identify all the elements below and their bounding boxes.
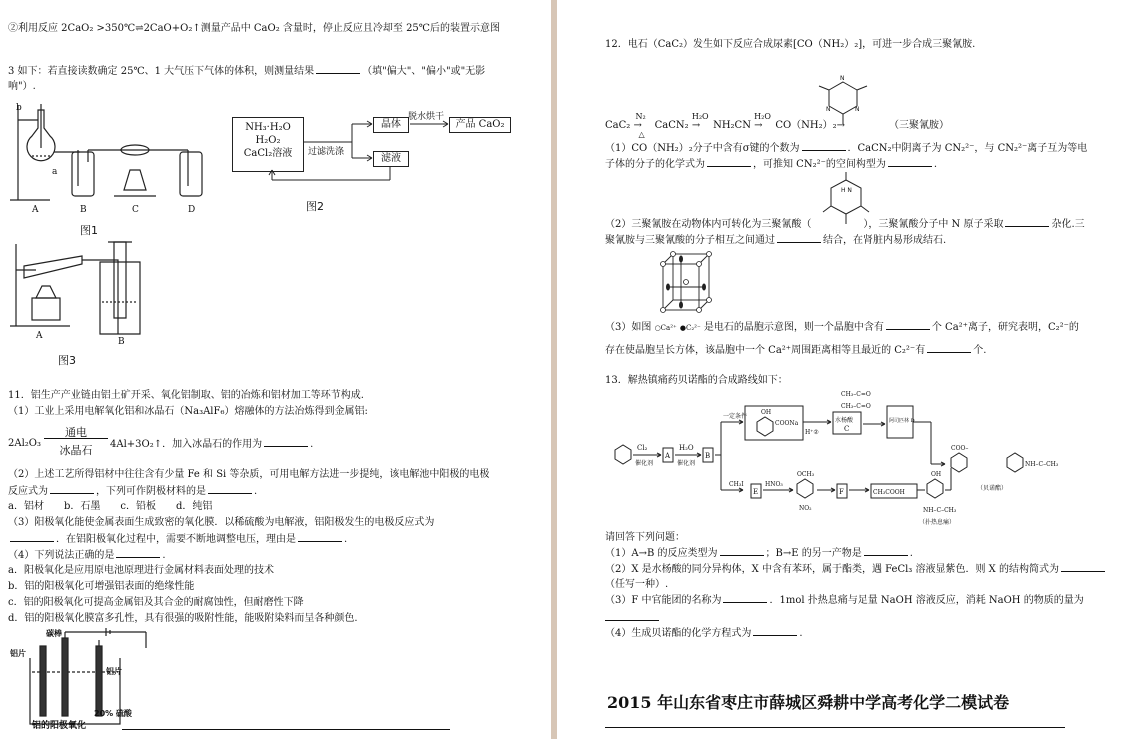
fig2-crystal-box: 晶体 xyxy=(373,117,409,133)
fig2-reagent-3: CaCl₂溶液 xyxy=(243,148,293,159)
anodizing-al-right-label: 铝片 xyxy=(106,667,122,676)
q11-part4-line: （4）下列说法正确的是 . xyxy=(8,550,166,561)
q12-delta-label: △ xyxy=(638,130,645,139)
answer-blank[interactable] xyxy=(707,157,751,167)
q10-part3-text-a: 3 如下：若直接读数确定 25℃、1 大气压下气体的体积，则测量结果 xyxy=(8,66,315,77)
figure1-apparatus xyxy=(10,100,220,220)
figure2-label: 图2 xyxy=(306,200,324,213)
q12-part2-text-e: 结合，在肾脏内易形成结石. xyxy=(823,235,947,246)
q11-eq-arrow-line xyxy=(44,438,108,439)
answer-blank[interactable] xyxy=(886,320,930,330)
answer-line[interactable] xyxy=(605,620,659,621)
scheme-oh-2: OH xyxy=(931,471,942,478)
cac2-unit-cell xyxy=(657,250,715,316)
q11-part3-line2: ．在铝阳极氧化过程中，需要不断地调整电压，理由是 . xyxy=(8,532,347,546)
answer-blank[interactable] xyxy=(50,484,94,494)
legend-ca-text: Ca²⁺ xyxy=(660,324,677,332)
scheme-hplus: H⁺② xyxy=(805,429,819,436)
answer-blank[interactable] xyxy=(208,484,252,494)
svg-text:N: N xyxy=(855,106,860,113)
scheme-coona: COONa xyxy=(775,420,799,427)
q13-part4: （4）生成贝诺酯的化学方程式为 . xyxy=(605,628,803,639)
q12-part1-line2: 子体的分子的化学式为 ，可推知 CN₂²⁻的空间构型为 . xyxy=(605,159,938,170)
q13-part1: （1）A→B 的反应类型为 ；B→E 的另一产物是 . xyxy=(605,548,913,559)
q11-part1-text: （1）工业上采用电解氧化铝和冰晶石（Na₃AlF₆）熔融体的方法冶炼得到金属铝: xyxy=(8,406,368,417)
q12-part2-text-d: 聚氰胺与三聚氰酸的分子相互之间通过 xyxy=(605,235,775,246)
anodizing-al-left-label: 铝片 xyxy=(10,649,26,658)
scheme-cond1: 一定条件 xyxy=(723,413,748,420)
scheme-oh-1: OH xyxy=(761,409,772,416)
q12-melamine-label: （三聚氰胺） xyxy=(889,120,949,131)
q11-option-c: c．铝的阳极氧化可提高金属铝及其合金的耐腐蚀性，但耐磨性下降 xyxy=(8,597,304,608)
q11-part3-line1: （3）阳极氧化能使金属表面生成致密的氧化膜．以稀硫酸为电解液，铝阳极发生的电极反应式为 xyxy=(8,517,435,528)
scheme-no2: NO₂ xyxy=(799,505,812,512)
q12-route-cacn2: CaCN₂ xyxy=(654,120,689,131)
q12-n2-label: N₂ xyxy=(635,112,646,121)
q12-route-urea: CO（NH₂）₂→ xyxy=(775,120,846,131)
scheme-e: E xyxy=(753,488,759,496)
q11-part2-text-c: ，下列可作阴极材料的是 xyxy=(96,486,206,497)
answer-blank[interactable] xyxy=(864,546,908,556)
fig2-dry-label: 脱水烘干 xyxy=(408,112,445,122)
legend-c2: ●C₂²⁻ xyxy=(679,324,701,332)
q12-part3-text-b: 是电石的晶胞示意图，则一个晶胞中含有 xyxy=(703,322,884,333)
q13-part2-line1 xyxy=(605,562,1107,576)
q10-part3-line1 xyxy=(8,64,485,78)
answer-blank[interactable] xyxy=(298,532,342,542)
q11-stem: 11．铝生产产业链由铝土矿开采、氧化铝制取、铝的冶炼和铝材加工等环节构成. xyxy=(8,390,364,401)
fig2-product-box: 产品 CaO₂ xyxy=(449,117,511,133)
fig1-letter-C: C xyxy=(132,205,139,215)
q11-option-b: b．铝的阳极氧化可增强铝表面的绝缘性能 xyxy=(8,581,195,592)
fig1-letter-B: B xyxy=(80,205,87,215)
scheme-salicylic: 水杨酸 xyxy=(835,417,854,424)
q10-part3-line2: 响"）. xyxy=(8,81,36,92)
answer-blank[interactable] xyxy=(927,343,971,353)
q11-part4-text: （4）下列说法正确的是 xyxy=(8,550,115,561)
anodizing-carbon-label: 碳棒 xyxy=(46,629,62,638)
q13-part4-text: （4）生成贝诺酯的化学方程式为 xyxy=(605,628,752,639)
q13-part2-line2: （任写一种）. xyxy=(605,579,669,590)
scheme-c: C xyxy=(844,425,850,433)
answer-blank[interactable] xyxy=(723,593,767,603)
svg-text:N: N xyxy=(840,75,845,82)
anodizing-figure xyxy=(10,628,170,728)
fig3-letter-B: B xyxy=(118,337,125,347)
scheme-b: B xyxy=(705,452,711,460)
q11-part2-text-b: 反应式为 xyxy=(8,486,48,497)
svg-text:H N: H N xyxy=(841,187,852,194)
q12-part1-line1 xyxy=(605,141,1087,155)
q12-arrow-h2o-2: H₂O → xyxy=(754,112,771,131)
scheme-nh-1: NH–C–CH₃ xyxy=(1025,461,1059,468)
scheme-cat-2: 催化剂 xyxy=(677,460,696,467)
q12-part3-line2 xyxy=(605,343,986,357)
q11-eq-left: 2Al₂O₃ xyxy=(8,438,41,449)
q12-part2-line2 xyxy=(605,233,946,247)
fig2-filtrate-box: 滤液 xyxy=(373,151,409,167)
answer-blank[interactable] xyxy=(264,437,308,447)
q12-part1-text-d: ，可推知 CN₂²⁻的空间构型为 xyxy=(753,159,886,170)
left-page xyxy=(0,0,551,739)
legend-ca: ○Ca²⁺ xyxy=(654,324,677,332)
q12-part3-text-c: 个 Ca²⁺离子，研究表明，C₂²⁻的 xyxy=(931,322,1079,333)
q13-part2-text-a: （2）X 是水杨酸的同分异构体，X 中含有苯环，属于酯类，遇 FeCl₃ 溶液显紫色．则 X 的结构简式为 xyxy=(605,564,1059,575)
q11-eq-right-text: 4Al+3O₂↑．加入冰晶石的作用为 xyxy=(110,439,263,450)
scheme-coo: COO– xyxy=(951,445,969,452)
q12-route xyxy=(605,112,846,139)
q11-eq-right: 4Al+3O₂↑．加入冰晶石的作用为 . xyxy=(110,439,314,450)
scheme-anhydride-bottom: CH₃–C=O xyxy=(841,403,871,410)
q11-part3-text-b: ．在铝阳极氧化过程中，需要不断地调整电压，理由是 xyxy=(56,534,296,545)
scheme-och3: OCH₃ xyxy=(797,471,815,478)
q12-stem: 12．电石（CaC₂）发生如下反应合成尿素[CO（NH₂）₂]，可进一步合成三聚氰胺. xyxy=(605,39,976,50)
answer-blank[interactable] xyxy=(10,532,54,542)
q12-part2-text-c: 杂化.三 xyxy=(1051,219,1085,230)
answer-line[interactable] xyxy=(122,729,450,730)
answer-blank[interactable] xyxy=(316,64,360,74)
q12-part1-text-c: 子体的分子的化学式为 xyxy=(605,159,705,170)
answer-blank[interactable] xyxy=(1005,217,1049,227)
fig2-reagent-2: H₂O₂ xyxy=(255,135,281,146)
answer-blank[interactable] xyxy=(116,548,160,558)
scheme-anhydride-top: CH₃–C=O xyxy=(841,391,871,398)
scheme-para: （扑热息痛） xyxy=(919,519,956,526)
answer-blank[interactable] xyxy=(888,157,932,167)
scheme-nh-2: NH–C–CH₃ xyxy=(923,507,957,514)
q13-part1-text-b: ；B→E 的另一产物是 xyxy=(765,548,862,559)
figure3-apparatus xyxy=(10,238,170,347)
q13-part3-line1 xyxy=(605,593,1084,607)
answer-blank[interactable] xyxy=(1061,562,1105,572)
q12-part3-text-e: 个. xyxy=(973,345,987,356)
benorilate-synthesis-scheme xyxy=(605,392,1105,528)
figure3-label: 图3 xyxy=(58,354,76,367)
figure1-label: 图1 xyxy=(80,224,98,237)
q13-part3-text-b: ．1mol 扑热息痛与足量 NaOH 溶液反应，消耗 NaOH 的物质的量为 xyxy=(769,595,1084,606)
scheme-h2o: H₂O xyxy=(679,444,694,452)
q11-part2-options: a．铝材 b．石墨 c．铅板 d．纯铝 xyxy=(8,501,213,512)
q12-part1-text-a: （1）CO（NH₂）₂分子中含有σ键的个数为 xyxy=(605,143,800,154)
scheme-ch3i: CH₃I xyxy=(729,481,744,488)
q12-arrow-h2o-1: H₂O → xyxy=(691,112,709,131)
q13-part1-text-a: （1）A→B 的反应类型为 xyxy=(605,548,718,559)
fig1-letter-b: b xyxy=(16,103,22,113)
scheme-a: A xyxy=(665,452,671,460)
anodizing-caption: 铝的阳极氧化 xyxy=(32,721,87,731)
q11-part2-line1: （2）上述工艺所得铝材中往往含有少量 Fe 和 Si 等杂质，可用电解方法进一步提纯，该电解池中阳极的电极 xyxy=(8,469,490,480)
q11-part2-line2: 反应式为 ，下列可作阴极材料的是 . xyxy=(8,486,258,497)
q11-option-d: d．铝的阳极氧化膜富多孔性，具有很强的吸附性能，能吸附染料而呈各种颜色. xyxy=(8,613,358,624)
q12-part3-text-a: （3）如图 xyxy=(605,322,652,333)
fig1-letter-D: D xyxy=(188,205,196,215)
fig1-letter-A: A xyxy=(32,205,39,215)
title-underline xyxy=(605,727,1065,728)
q11-option-a: a．阳极氧化是应用原电池原理进行金属材料表面处理的技术 xyxy=(8,565,274,576)
q12-part2-text-a: （2）三聚氰胺在动物体内可转化为三聚氰酸（ xyxy=(605,219,812,230)
legend-c2-text: C₂²⁻ xyxy=(686,324,701,332)
q10-part3-text-b: （填"偏大"、"偏小"或"无影 xyxy=(362,66,486,77)
scheme-d-box: 阿司匹林 D xyxy=(889,418,915,424)
answer-blank[interactable] xyxy=(802,141,846,151)
svg-text:N: N xyxy=(826,106,831,113)
q12-part3-line1 xyxy=(605,320,1079,335)
q12-h2o-label-1: H₂O xyxy=(691,112,709,121)
right-page xyxy=(557,0,1126,739)
fig2-reagent-1: NH₃·H₂O xyxy=(245,122,291,133)
exam-title: 2015 年山东省枣庄市薛城区舜耕中学高考化学二模试卷 xyxy=(607,693,1010,712)
q13-stem: 13．解热镇痛药贝诺酯的合成路线如下： xyxy=(605,375,788,386)
answer-blank[interactable] xyxy=(777,233,821,243)
scheme-cl2: Cl₂ xyxy=(637,444,648,452)
scheme-f: F xyxy=(839,488,844,496)
q12-route-nh2cn: NH₂CN xyxy=(713,120,751,131)
q11-eq-condition-top: 通电 xyxy=(65,426,87,439)
q12-route-cac2: CaC₂ xyxy=(605,120,631,131)
q12-arrow-n2: N₂ → △ xyxy=(633,112,646,139)
scheme-cat-1: 催化剂 xyxy=(635,460,654,467)
q13-part3-text-a: （3）F 中官能团的名称为 xyxy=(605,595,722,606)
scheme-acetic: CH₃COOH xyxy=(873,489,905,496)
q12-part1-text-b: ．CaCN₂中阴离子为 CN₂²⁻，与 CN₂²⁻离子互为等电 xyxy=(847,143,1088,154)
scheme-benorilate: （贝诺酯） xyxy=(977,485,1008,492)
q12-part2-text-b: ），三聚氰酸分子中 N 原子采取 xyxy=(863,219,1004,230)
q12-h2o-label-2: H₂O xyxy=(754,112,771,121)
fig1-letter-a: a xyxy=(52,167,58,177)
q12-part3-text-d: 存在使晶胞呈长方体，该晶胞中一个 Ca²⁺周围距离相等且最近的 C₂²⁻有 xyxy=(605,345,926,356)
q13-ask: 请回答下列问题： xyxy=(605,532,685,543)
answer-blank[interactable] xyxy=(753,626,797,636)
fig2-filter-label: 过滤洗涤 xyxy=(308,147,345,157)
scheme-hno3: HNO₃ xyxy=(765,481,783,488)
anodizing-acid-label: 20% 硫酸 xyxy=(94,709,132,718)
fig3-letter-A: A xyxy=(36,331,43,341)
q12-part2-line1 xyxy=(605,217,1085,231)
q10-part2-text: ②利用反应 2CaO₂ >350℃⇌2CaO+O₂↑测量产品中 CaO₂ 含量时，停止反应且冷却至 25℃后的装置示意图 xyxy=(8,23,500,34)
answer-blank[interactable] xyxy=(720,546,764,556)
q11-eq-condition-bottom: 冰晶石 xyxy=(59,444,93,457)
